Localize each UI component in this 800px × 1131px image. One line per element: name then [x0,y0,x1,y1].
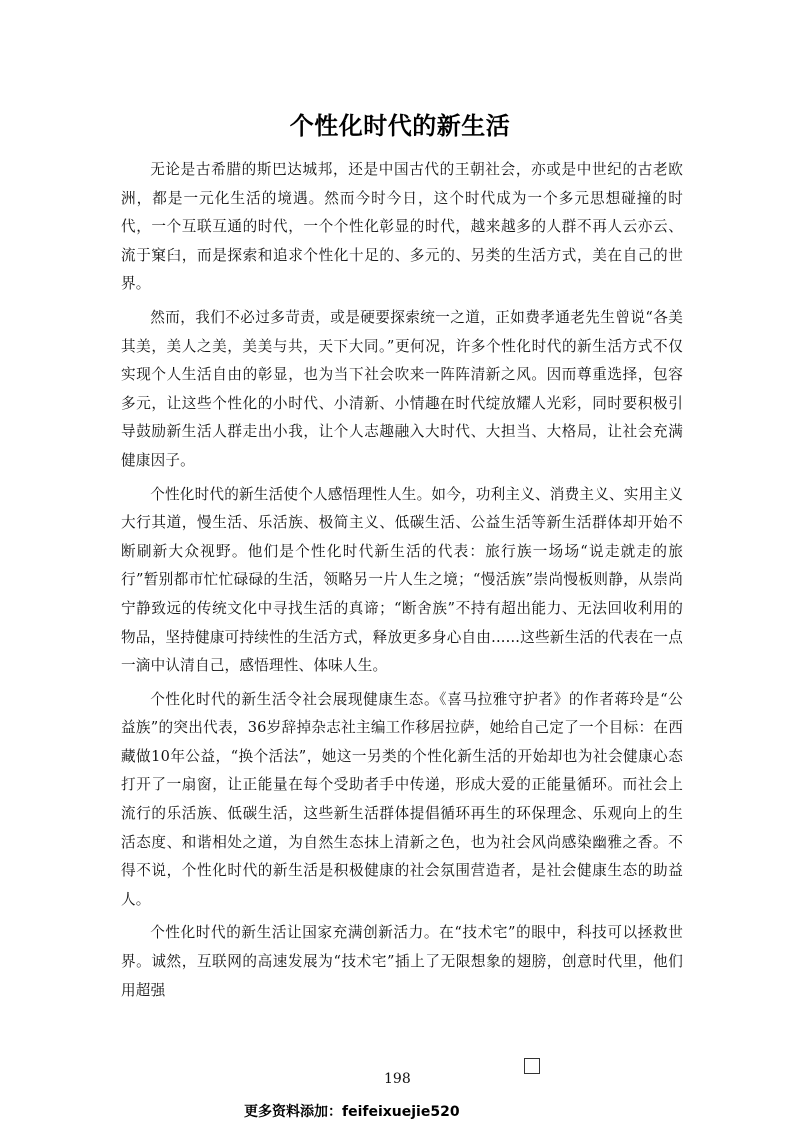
paragraph: 个性化时代的新生活让国家充满创新活力。在“技术宅”的眼中，科技可以拯救世界。诚然，互联网的高速发展为“技术宅”插上了无限想象的翅膀，创意时代里，他们用超强 [121,924,683,999]
footer-note: 更多资料添加：feifeixuejie520 [244,1104,460,1120]
empty-box-icon [524,1058,540,1074]
paragraph: 无论是古希腊的斯巴达城邦，还是中国古代的王朝社会，亦或是中世纪的古老欧洲，都是一元化生活的境遇。然而今时今日，这个时代成为一个多元思想碰撞的时代，一个互联互通的时代，一个个性化彰显的时代，越来越多的人群不再人云亦云、流于窠臼，而是探索和追求个性化十足的、多元的、另类的生活方式，美在自己的世界。 [121,161,683,293]
paragraph: 然而，我们不必过多苛责，或是硬要探索统一之道，正如费孝通老先生曾说“各美其美，美人之美，美美与共，天下大同。”更何况，许多个性化时代的新生活方式不仅实现个人生活自由的彰显，也为当下社会吹来一阵阵清新之风。因而尊重选择，包容多元，让这些个性化的小时代、小清新、小情趣在时代绽放耀人光彩，同时要积极引导鼓励新生活人群走出小我，让个人志趣融入大时代、大担当、大格局，让社会充满健康因子。 [121,308,683,469]
article-body [121,156,683,1010]
page-number: 198 [384,1071,411,1087]
paragraph: 个性化时代的新生活令社会展现健康生态。《喜马拉雅守护者》的作者蒋玲是“公益族”的突出代表，36岁辞掉杂志社主编工作移居拉萨，她给自己定了一个目标：在西藏做10年公益，“换个活法”，她这一另类的个性化新生活的开始却也为社会健康心态打开了一扇窗，让正能量在每个受助者手中传递，形成大爱的正能量循环。而社会上流行的乐活族、低碳生活，这些新生活群体提倡循环再生的环保理念、乐观向上的生活态度、和谐相处之道，为自然生态抹上清新之色，也为社会风尚感染幽雅之香。不得不说，个性化时代的新生活是积极健康的社会氛围营造者，是社会健康生态的助益人。 [121,690,683,908]
page-title: 个性化时代的新生活 [289,112,511,140]
paragraph: 个性化时代的新生活使个人感悟理性人生。如今，功利主义、消费主义、实用主义大行其道，慢生活、乐活族、极简主义、低碳生活、公益生活等新生活群体却开始不断刷新大众视野。他们是个性化时代新生活的代表：旅行族一场场“说走就走的旅行”暂别都市忙忙碌碌的生活，领略另一片人生之境；“慢活族”崇尚慢板则静，从崇尚宁静致远的传统文化中寻找生活的真谛；“断舍族”不持有超出能力、无法回收利用的物品，坚持健康可持续性的生活方式，释放更多身心自由......这些新生活的代表在一点一滴中认清自己，感悟理性、体味人生。 [121,485,683,675]
